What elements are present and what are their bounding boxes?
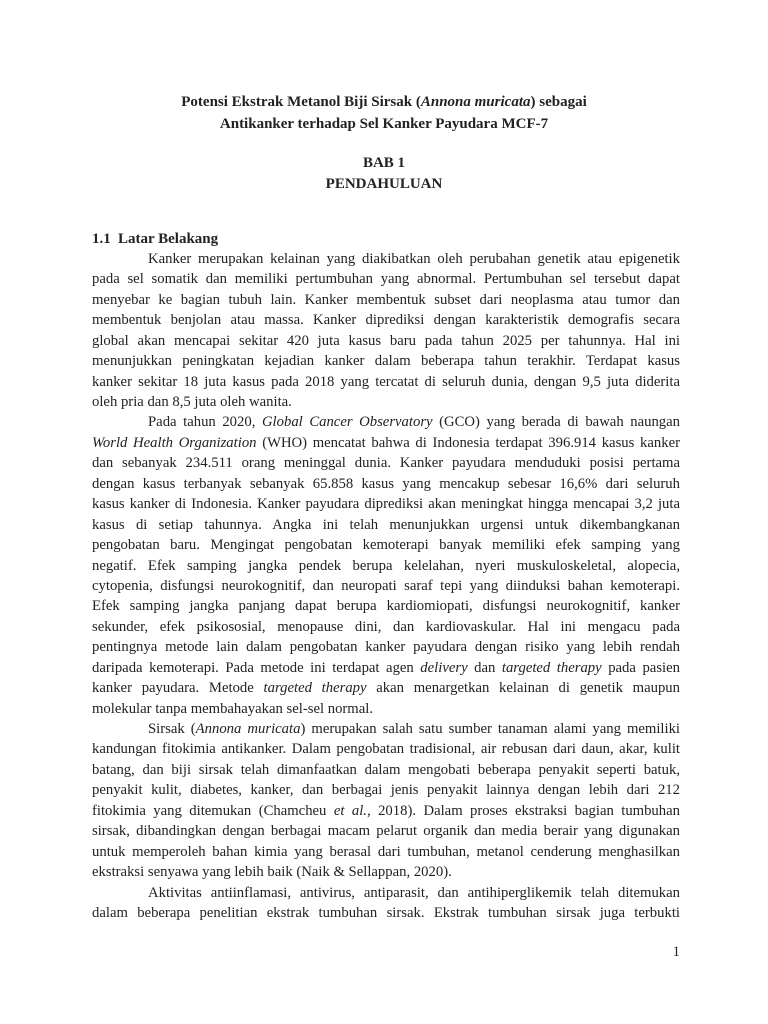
text-run: akan menargetkan kelainan di genetik maupun	[366, 680, 680, 697]
text-line	[92, 433, 680, 453]
text-run: pentingnya metode lain dalam pengobatan kanker payudara dengan risiko yang lebih rendah	[92, 639, 680, 656]
text-line	[92, 249, 680, 269]
text-run: cytopenia, disfungsi neurokognitif, dan neuropati saraf tepi yang diinduksi bahan kemoterapi.	[92, 577, 680, 594]
text-run: negatif. Efek samping jangka pendek berupa kelelahan, nyeri muskuloskeletal, alopecia,	[92, 557, 680, 574]
text-run: oleh pria dan 8,5 juta oleh wanita.	[92, 394, 292, 410]
text-run: dan sebanyak 234.511 orang meninggal dunia. Kanker payudara menduduki posisi pertama	[92, 455, 680, 472]
body-text	[92, 249, 680, 923]
text-run: Aktivitas antiinflamasi, antivirus, antiparasit, dan antihiperglikemik telah ditemukan	[148, 884, 680, 901]
italic-term: Global Cancer Observatory	[261, 414, 433, 431]
title-line	[0, 91, 768, 113]
document-title	[0, 91, 768, 135]
text-line	[92, 637, 680, 657]
text-run: (WHO) mencatat bahwa di Indonesia terdapat 396.914 kasus kanker	[256, 434, 680, 451]
text-line	[92, 412, 680, 432]
text-line	[92, 617, 680, 637]
chapter-label: BAB 1	[362, 155, 406, 171]
section-content	[92, 229, 680, 924]
text-run: Pada tahun 2020,	[148, 414, 262, 431]
title-text: ) sebagai	[530, 93, 587, 110]
text-run: pada sel somatik dan memiliki pertumbuhan yang abnormal. Pertumbuhan sel tersebut dapat	[92, 271, 680, 288]
text-line	[92, 739, 680, 759]
text-line	[92, 760, 680, 780]
body-paragraph	[92, 249, 680, 413]
text-line	[92, 453, 680, 473]
text-line	[92, 862, 680, 882]
chapter-title: PENDAHULUAN	[325, 176, 443, 192]
italic-term: Annona muricata	[420, 93, 531, 110]
text-run: ) merupakan salah satu sumber tanaman alami yang memiliki	[300, 721, 680, 737]
text-run: dengan kasus terbanyak sebanyak 65.858 kasus yang mencakup sebesar 16,6% dari seluruh	[92, 475, 680, 492]
title-line	[0, 113, 768, 135]
text-run: molekular tanpa membahayakan sel-sel normal.	[92, 700, 373, 717]
text-line	[92, 699, 680, 719]
text-line	[92, 310, 680, 330]
text-run: Kanker merupakan kelainan yang diakibatkan oleh perubahan genetik atau epigenetik	[148, 250, 680, 267]
text-run: kasus di setiap tahunnya. Angka ini telah menunjukkan urgensi untuk dikembangkanan	[92, 516, 680, 533]
title-text: Potensi Ekstrak Metanol Biji Sirsak (	[181, 93, 421, 110]
italic-term: World Health Organization	[92, 434, 257, 451]
text-run: kandungan fitokimia antikanker. Dalam pengobatan tradisional, air rebusan dari daun, akar, kulit	[92, 741, 680, 758]
text-line	[92, 290, 680, 310]
text-line	[92, 801, 680, 821]
section-title: Latar Belakang	[118, 230, 219, 247]
text-line	[92, 392, 680, 412]
text-line	[92, 780, 680, 800]
text-run: kanker sekitar 18 juta kasus pada 2018 yang tercatat di seluruh dunia, dengan 9,5 juta diderita	[92, 373, 680, 390]
text-run: sekunder, efek psikososial, menopause dini, dan kardiovaskular. Hal ini mengacu pada	[92, 618, 680, 635]
italic-term: targeted therapy	[263, 680, 367, 697]
text-line	[92, 596, 680, 616]
text-line	[92, 351, 680, 371]
text-run: kanker payudara. Metode	[92, 680, 264, 697]
text-run: batang, dan biji sirsak telah dimanfaatkan dalam mengobati beberapa penyakit seperti batuk,	[92, 761, 680, 778]
text-line	[92, 474, 680, 494]
section-heading	[92, 229, 680, 249]
text-line	[92, 556, 680, 576]
page-number: 1	[672, 944, 680, 960]
text-run: Sirsak (	[148, 721, 196, 737]
text-run: Efek samping jangka panjang dapat berupa kardiomiopati, disfungsi neurokognitif, kanker	[92, 598, 680, 615]
text-run: menyebar ke bagian tubuh lain. Kanker membentuk subset dari neoplasma atau tumor dan	[92, 291, 680, 308]
text-line	[92, 494, 680, 514]
text-line	[92, 658, 680, 678]
body-paragraph	[92, 719, 680, 883]
title-text: Antikanker terhadap Sel Kanker Payudara MCF-7	[219, 115, 549, 132]
text-run: daripada kemoterapi. Pada metode ini terdapat agen	[92, 659, 421, 676]
text-line	[92, 719, 680, 739]
text-run: dalam beberapa penelitian ekstrak tumbuhan sirsak. Ekstrak tumbuhan sirsak juga terbukti	[92, 904, 680, 921]
text-run: kasus kanker di Indonesia. Kanker payudara diprediksi akan meningkat hingga mencapai 3,2 juta	[92, 496, 680, 513]
body-paragraph	[92, 412, 680, 719]
text-line	[92, 269, 680, 289]
text-run: ekstraksi senyawa yang lebih baik (Naik & Sellappan, 2020).	[92, 864, 452, 881]
text-line	[92, 821, 680, 841]
text-run: penyakit kulit, diabetes, kanker, dan berbagai jenis penyakit lainnya dengan lebih dari 212	[92, 782, 680, 799]
chapter-heading	[0, 153, 768, 195]
text-line	[92, 678, 680, 698]
text-line	[92, 535, 680, 555]
text-line	[92, 903, 680, 923]
text-run: dan	[467, 659, 502, 676]
text-run: untuk memperoleh bahan kimia yang berasal dari tumbuhan, metanol cenderung menghasilkan	[92, 843, 680, 860]
text-run: pengobatan baru. Mengingat pengobatan kemoterapi banyak memiliki efek samping yang	[92, 537, 680, 554]
text-run: , 2018). Dalam proses ekstraksi bagian tumbuhan	[366, 802, 680, 819]
text-run: fitokimia yang ditemukan (Chamcheu	[92, 802, 334, 819]
text-run: sirsak, dibandingkan dengan berbagai macam pelarut organik dan media berair yang digunakan	[92, 823, 680, 840]
text-line	[92, 515, 680, 535]
text-run: pada pasien	[601, 659, 680, 676]
text-run: menunjukkan peningkatan kejadian kanker dalam beberapa tahun terakhir. Terdapat kasus	[92, 353, 680, 370]
text-line	[92, 842, 680, 862]
text-run: membentuk benjolan atau massa. Kanker diprediksi dengan karakteristik demografis secara	[92, 312, 680, 329]
italic-term: et al.	[333, 802, 367, 819]
body-paragraph	[92, 883, 680, 924]
text-line	[92, 372, 680, 392]
text-line	[92, 331, 680, 351]
italic-term: Annona muricata	[195, 721, 301, 737]
italic-term: targeted therapy	[501, 659, 602, 676]
text-line	[92, 576, 680, 596]
text-line	[92, 883, 680, 903]
text-run: global akan mencapai sekitar 420 juta kasus baru pada tahun 2025 per tahunnya. Hal ini	[92, 332, 680, 349]
text-run: (GCO) yang berada di bawah naungan	[432, 414, 680, 431]
italic-term: delivery	[420, 659, 468, 676]
section-number: 1.1	[92, 230, 111, 247]
